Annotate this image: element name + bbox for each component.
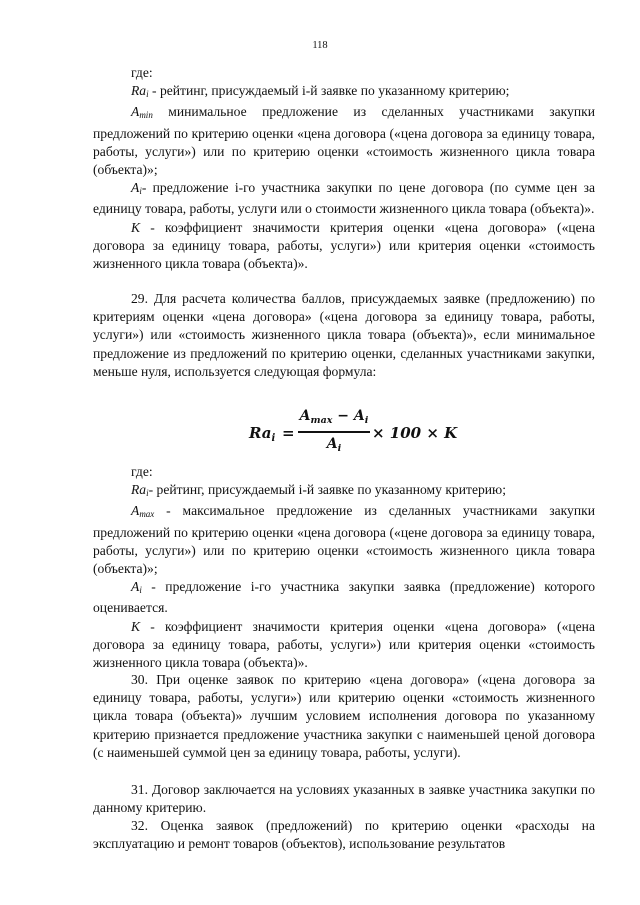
numerator-b: A: [353, 408, 365, 424]
def-text: - рейтинг, присуждаемый i-й заявке по указанному критерию;: [148, 482, 506, 498]
paragraph-32: [93, 817, 595, 853]
formula-lhs-subscript: i: [271, 433, 276, 444]
numerator-minus: −: [332, 408, 354, 424]
page-number: 118: [312, 40, 328, 51]
symbol-ai: A: [131, 180, 140, 196]
symbol-amax: A: [131, 503, 140, 519]
def-ai: [93, 179, 595, 218]
fraction-bar: [298, 431, 370, 433]
formula-denominator: [298, 436, 370, 454]
numerator-a: A: [299, 408, 311, 424]
def-text: - предложение i-го участника закупки по цене договора (по сумме цен за единицу товара, работы, услуги или о стоимости жизненного цикла товара (объекта)».: [93, 180, 595, 217]
def-text: - предложение i-го участника закупки заявка (предложение) которого оценивается.: [93, 579, 595, 616]
paragraph-text: 32. Оценка заявок (предложений) по критерию оценки «расходы на эксплуатацию и ремонт товаров (объектов), использование результатов: [93, 818, 595, 852]
symbol-amin: A: [131, 104, 140, 120]
formula-equals: =: [282, 424, 295, 442]
paragraph-text: 31. Договор заключается на условиях указанных в заявке участника закупки по данному критерию.: [93, 782, 595, 816]
def-text: - коэффициент значимости критерия оценки «цена договора» («цена договора за единицу товара, работы, услуги») или критерия оценки «стоимость жизненного цикла товара (объекта)».: [93, 618, 595, 671]
def-text: - рейтинг, присуждаемый i-й заявке по указанному критерию;: [148, 83, 510, 99]
subscript: i: [139, 585, 142, 596]
formula-lhs: [249, 424, 275, 444]
symbol-k: К: [131, 219, 141, 235]
subscript: i: [139, 186, 142, 197]
def-ra: [93, 82, 595, 103]
def-amin: [93, 103, 595, 179]
paragraph-text: 29. Для расчета количества баллов, присуждаемых заявке (предложению) по критериям оценки «цена договора» («цена договора за единицу товара, работы, услуги») или «стоимость жизненного цикла товара (объекта)», если минимальное предложение из предложений по критерию оценки, сделанных участниками закупки, меньше нуля, используется следующая формула:: [93, 291, 595, 379]
def-text: минимальное предложение из сделанных участниками закупки предложений по критерию оценки «цена договора («цена договора за единицу товара, работы, услуги») или по критерию оценки «стоимость жизненного цикла товара (объекта)»;: [93, 104, 595, 178]
def-ra: [93, 481, 595, 502]
numerator-b-subscript: i: [364, 415, 369, 426]
definitions-block-2: [93, 463, 595, 672]
rating-formula: [0, 406, 640, 466]
def-k: [93, 219, 595, 274]
formula-lhs-symbol: Ra: [249, 424, 272, 442]
symbol-ra: Ra: [131, 83, 147, 99]
def-text: - максимальное предложение из сделанных участниками закупки предложений по критерию оценки «цена договора («цене договора за единицу товара, работы, услуги») или по критерию оценки «стоимость жизненного цикла товара (объекта)»;: [93, 503, 595, 577]
def-text: - коэффициент значимости критерия оценки «цена договора» («цена договора за единицу товара, работы, услуги») или критерия оценки «стоимость жизненного цикла товара (объекта)».: [93, 219, 595, 272]
where-label: где:: [131, 464, 153, 479]
subscript: max: [139, 509, 155, 520]
paragraph-30: [93, 671, 595, 762]
denominator-subscript: i: [337, 443, 342, 454]
where-label: где:: [131, 65, 153, 80]
paragraph-31: [93, 781, 595, 817]
denominator-a: A: [326, 436, 338, 452]
def-amax: [93, 502, 595, 578]
symbol-ai: A: [131, 579, 140, 595]
definitions-block-1: [93, 64, 595, 273]
formula-multiplier: × 100 × K: [372, 424, 458, 442]
symbol-k: К: [131, 618, 141, 634]
subscript: i: [146, 89, 149, 100]
numerator-a-subscript: max: [310, 415, 333, 426]
paragraph-text: 30. При оценке заявок по критерию «цена договора» («цена договора за единицу товара, работы, услуги») или критерию оценки «стоимость жизненного цикла товара (объекта)» лучшим условием исполнения договора по указанному критерию признается предложение участника закупки с наименьшей ценой договора (с наименьшей суммой цен за единицу товара, работы, услуги).: [93, 672, 595, 760]
formula-numerator: [298, 408, 370, 426]
symbol-ra: Ra: [131, 482, 147, 498]
subscript: i: [146, 488, 149, 499]
def-ai: [93, 578, 595, 617]
subscript: min: [139, 110, 153, 121]
def-k: [93, 618, 595, 673]
paragraph-29: [93, 290, 595, 381]
